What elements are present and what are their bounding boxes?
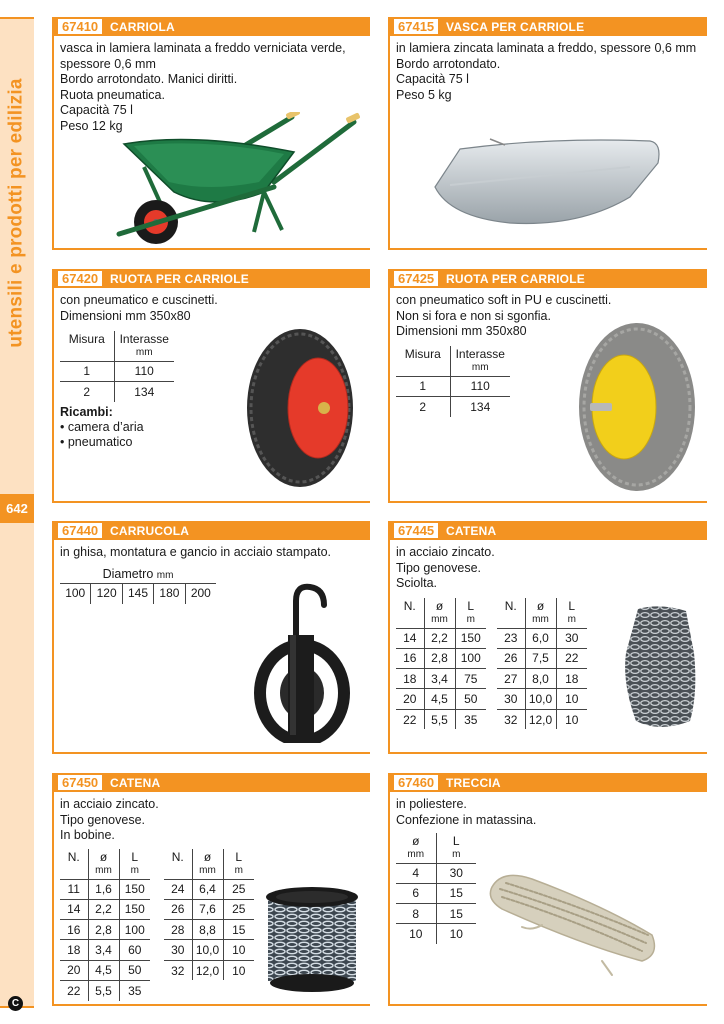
table-row: 22 5,5 35 [60, 980, 150, 1000]
product-card-67460 [388, 773, 707, 1006]
desc-line: in lamiera zincata laminata a freddo, spessore 0,6 mm [396, 41, 697, 55]
product-code: 67425 [394, 271, 438, 286]
product-title: CARRIOLA [110, 19, 175, 34]
table-row: 30 10,0 10 [497, 689, 587, 709]
loose-chain-image [620, 603, 700, 733]
diameter-value: 200 [185, 584, 216, 604]
table-row: 8 15 [396, 904, 476, 924]
table-row: 18 3,4 75 [396, 669, 486, 689]
diameter-value: 180 [153, 584, 184, 604]
product-code: 67445 [394, 523, 438, 538]
desc-line: Non si fora e non si sgonfia. [396, 308, 551, 323]
product-code: 67460 [394, 775, 438, 790]
tray-image [430, 137, 670, 237]
product-card-67425 [388, 269, 707, 503]
table-row: 6 15 [396, 883, 476, 903]
desc-line: Capacità 75 l [396, 72, 469, 86]
spare-item: • camera d’aria [60, 420, 144, 434]
table-row: 11 1,6 150 [60, 879, 150, 899]
desc-line: Ruota pneumatica. [60, 87, 165, 102]
table-row: 10 10 [396, 924, 476, 944]
desc-line: Capacità 75 l [60, 103, 133, 117]
product-card-67450 [52, 773, 370, 1006]
card-header [52, 17, 370, 36]
rope-hank-image [482, 865, 662, 985]
product-title: CATENA [110, 775, 161, 790]
product-card-67445 [388, 521, 707, 754]
table-row: 2 134 [60, 381, 174, 401]
table-row: 16 2,8 100 [60, 920, 150, 940]
product-card-67410 [52, 17, 370, 250]
product-card-67440 [52, 521, 370, 754]
table-row: 4 30 [396, 863, 476, 883]
card-header [52, 269, 370, 288]
red-wheel-image [244, 327, 359, 489]
product-description [396, 545, 495, 592]
spare-item: • pneumatico [60, 435, 133, 449]
product-title: CATENA [446, 523, 497, 538]
desc-line: Peso 12 kg [60, 118, 123, 133]
product-code: 67410 [58, 19, 102, 34]
table-row: 20 4,5 50 [60, 960, 150, 980]
pulley-image [250, 583, 350, 743]
table-row: 30 10,0 10 [164, 940, 254, 960]
table-row: 2 134 [396, 396, 510, 416]
table-row: 24 6,4 25 [164, 879, 254, 899]
desc-line: Confezione in matassina. [396, 812, 537, 827]
product-description [396, 41, 696, 103]
chain-spool-image [262, 885, 362, 995]
product-description [60, 797, 159, 844]
diameter-table [60, 567, 216, 604]
spec-table-right: N. ø mm L m 23 6,0 30 26 7,5 22 27 8,0 18 30 10,0 10 32 12,0 10 [497, 598, 587, 729]
col-header: Misura [68, 332, 105, 346]
spec-table: ø mm L m 4 30 6 15 8 15 10 10 [396, 833, 476, 944]
brand-logo-icon: C [8, 996, 23, 1011]
desc-line: in ghisa, montatura e gancio in acciaio stampato. [60, 545, 331, 559]
spec-table-left: N. ø mm L m 11 1,6 150 14 2,2 150 16 2,8 100 18 3,4 60 20 4,5 50 22 5,5 35 [60, 849, 150, 1001]
diameter-value: 100 [65, 586, 86, 600]
section-title [0, 53, 34, 373]
card-header [388, 17, 707, 36]
desc-line: con pneumatico e cuscinetti. [60, 293, 218, 307]
product-description [60, 545, 331, 561]
desc-line: in acciaio zincato. [60, 797, 159, 811]
diameter-values [60, 583, 216, 604]
product-code: 67440 [58, 523, 102, 538]
product-title: TRECCIA [446, 775, 501, 790]
page-number: 642 [0, 494, 34, 523]
card-header [388, 269, 707, 288]
desc-line: in poliestere. [396, 797, 467, 811]
product-card-67415 [388, 17, 707, 250]
desc-line: In bobine. [60, 828, 115, 842]
desc-line: con pneumatico soft in PU e cuscinetti. [396, 293, 612, 307]
table-row: 16 2,8 100 [396, 648, 486, 668]
desc-line: Dimensioni mm 350x80 [396, 324, 527, 338]
desc-line: vasca in lamiera laminata a freddo verniciata verde, [60, 41, 346, 55]
table-row: 14 2,2 150 [396, 628, 486, 648]
table-row: 27 8,0 18 [497, 669, 587, 689]
product-description [60, 293, 218, 324]
col-header: Interasse mm [114, 331, 174, 361]
card-header [388, 521, 707, 540]
desc-line: in acciaio zincato. [396, 545, 495, 559]
product-code: 67420 [58, 271, 102, 286]
spec-table [60, 331, 174, 402]
desc-line: Bordo arrotondato. [396, 56, 501, 71]
table-row: 26 7,6 25 [164, 899, 254, 919]
diameter-label: Diametro mm [102, 567, 174, 581]
sidebar [0, 17, 34, 1008]
table-row: 28 8,8 15 [164, 920, 254, 940]
desc-line: Bordo arrotondato. Manici diritti. [60, 72, 238, 86]
table-row: 32 12,0 10 [164, 960, 254, 980]
card-header [52, 521, 370, 540]
card-header [52, 773, 370, 792]
product-card-67420 [52, 269, 370, 503]
table-row: 18 3,4 60 [60, 940, 150, 960]
table-row: 26 7,5 22 [497, 648, 587, 668]
desc-line: Dimensioni mm 350x80 [60, 308, 191, 323]
section-title-text: utensili e prodotti per edilizia [6, 78, 28, 348]
table-row: 22 5,5 35 [396, 709, 486, 729]
wheelbarrow-image [114, 112, 369, 247]
spare-parts [60, 405, 144, 450]
spec-table-left: N. ø mm L m 14 2,2 150 16 2,8 100 18 3,4 75 20 4,5 50 22 5,5 35 [396, 598, 486, 729]
product-title: CARRUCOLA [110, 523, 190, 538]
table-row: 32 12,0 10 [497, 709, 587, 729]
product-code: 67415 [394, 19, 438, 34]
table-row: 1 110 [60, 361, 174, 381]
product-title: RUOTA PER CARRIOLE [110, 271, 249, 286]
desc-line: Tipo genovese. [396, 560, 482, 575]
diameter-value: 145 [122, 584, 153, 604]
yellow-wheel-image [576, 321, 698, 493]
desc-line: Tipo genovese. [60, 812, 146, 827]
desc-line: Sciolta. [396, 576, 437, 590]
table-row: 1 110 [396, 376, 510, 396]
product-code: 67450 [58, 775, 102, 790]
table-row: 23 6,0 30 [497, 628, 587, 648]
col-header: Misura [404, 347, 441, 361]
product-title: VASCA PER CARRIOLE [446, 19, 585, 34]
spare-parts-title: Ricambi: [60, 405, 113, 419]
col-header: Interasse mm [450, 346, 510, 376]
table-row: 14 2,2 150 [60, 899, 150, 919]
table-row: 20 4,5 50 [396, 689, 486, 709]
desc-line: Peso 5 kg [396, 87, 452, 102]
product-title: RUOTA PER CARRIOLE [446, 271, 585, 286]
spec-table [396, 346, 510, 417]
desc-line: spessore 0,6 mm [60, 56, 156, 71]
card-header [388, 773, 707, 792]
diameter-value: 120 [90, 584, 121, 604]
spec-table-right: N. ø mm L m 24 6,4 25 26 7,6 25 28 8,8 15 30 10,0 10 32 12,0 10 [164, 849, 254, 980]
product-description [396, 797, 536, 828]
